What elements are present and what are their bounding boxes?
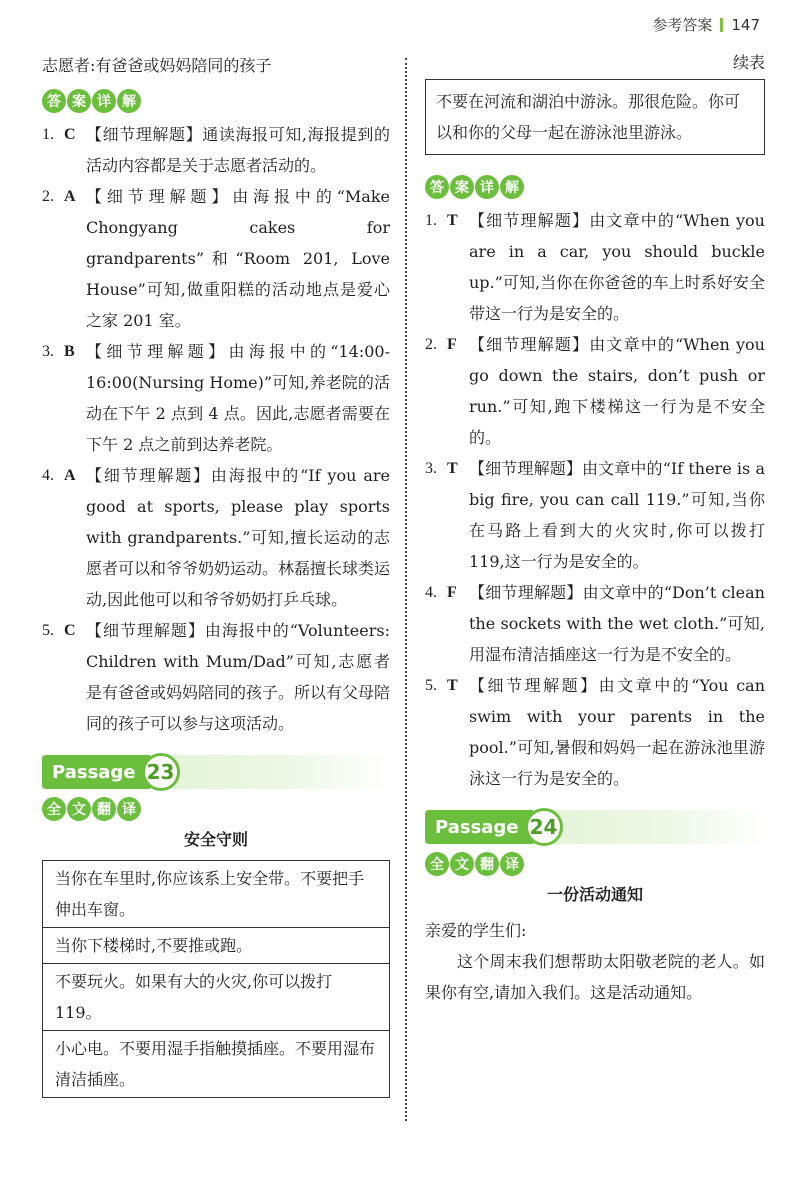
badge-char: 详 — [475, 175, 499, 199]
translation-title: 安全守则 — [183, 830, 248, 849]
rules-row: 当你下楼梯时,不要推或跑。 — [43, 927, 389, 963]
passage-banner — [425, 810, 765, 844]
answer-letter: C — [64, 126, 76, 143]
translation-badge — [425, 852, 765, 876]
badge-char: 译 — [500, 852, 524, 876]
badge-char: 详 — [92, 89, 116, 113]
answer-letter: T — [447, 677, 458, 694]
page-number: 147 — [731, 16, 760, 34]
answer-text: 【细节理解题】由文章中的“You can swim with your parents in the pool.”可知,暑假和妈妈一起在游泳池里游泳这一行为是安全的。 — [469, 676, 765, 788]
translation-badge — [42, 797, 390, 821]
answer-item — [42, 615, 390, 739]
answer-number: 2. — [42, 188, 54, 205]
passage-banner — [42, 755, 390, 789]
answer-text: 【细节理解题】由文章中的“When you go down the stairs, don’t push or run.”可知,跑下楼梯这一行为是不安全的。 — [469, 335, 765, 447]
badge-char: 翻 — [92, 797, 116, 821]
badge-char: 答 — [42, 89, 66, 113]
answer-letter: A — [64, 188, 76, 205]
answer-letter: T — [447, 212, 458, 229]
badge-char: 案 — [67, 89, 91, 113]
greeting: 亲爱的学生们: — [425, 921, 527, 940]
answer-letter: F — [447, 584, 457, 601]
answer-number: 3. — [425, 460, 437, 477]
answer-text: 【细节理解题】由文章中的“If there is a big fire, you can call 119.”可知,当你在马路上看到大的火灾时,你可以拨打 119,这一行为是安全的。 — [469, 459, 765, 571]
answer-item — [425, 577, 765, 670]
rules-row: 不要玩火。如果有大的火灾,你可以拨打 119。 — [43, 963, 389, 1030]
answer-number: 2. — [425, 336, 437, 353]
answer-item — [42, 336, 390, 460]
answer-item — [42, 460, 390, 615]
section-name: 参考答案 — [652, 16, 713, 34]
answer-text: 【细节理解题】由海报中的“14:00-16:00(Nursing Home)”可知,养老院的活动在下午 2 点到 4 点。因此,志愿者需要在下午 2 点之前到达养老院。 — [86, 342, 390, 454]
answer-text: 【细节理解题】由海报中的“If you are good at sports, please play sports with grandparents.”可知,擅长运动的志愿者可以和爷爷奶奶运动。林磊擅长球类运动,因此他可以和爷爷奶奶打乒乓球。 — [86, 466, 391, 609]
intro-line: 志愿者:有爸爸或妈妈陪同的孩子 — [42, 56, 272, 75]
answer-number: 1. — [425, 212, 437, 229]
answer-text: 【细节理解题】由文章中的“When you are in a car, you should buckle up.”可知,当你在你爸爸的车上时系好安全带这一行为是安全的。 — [469, 211, 765, 323]
badge-char: 全 — [425, 852, 449, 876]
answer-badge — [425, 175, 765, 199]
rules-row: 当你在车里时,你应该系上安全带。不要把手伸出车窗。 — [55, 869, 365, 919]
badge-char: 文 — [450, 852, 474, 876]
passage-number: 23 — [142, 753, 180, 791]
badge-char: 案 — [450, 175, 474, 199]
page-header — [652, 14, 760, 35]
right-column — [425, 50, 765, 1008]
rules-table — [42, 860, 390, 1098]
badge-char: 文 — [67, 797, 91, 821]
answer-letter: T — [447, 460, 458, 477]
badge-char: 解 — [117, 89, 141, 113]
passage-label: Passage — [42, 755, 150, 789]
answer-letter: A — [64, 467, 76, 484]
answer-number: 5. — [42, 622, 54, 639]
badge-char: 解 — [500, 175, 524, 199]
answer-text: 【细节理解题】由海报中的“Make Chongyang cakes for grandparents”和“Room 201, Love House”可知,做重阳糕的活动地点是爱心之家 201 室。 — [86, 187, 390, 330]
rules-row: 小心电。不要用湿手指触摸插座。不要用湿布清洁插座。 — [43, 1030, 389, 1097]
column-divider — [405, 58, 407, 1121]
answer-number: 1. — [42, 126, 54, 143]
left-column — [42, 50, 390, 1098]
answer-number: 3. — [42, 343, 54, 360]
answer-letter: F — [447, 336, 457, 353]
notice-body: 这个周末我们想帮助太阳敬老院的老人。如果你有空,请加入我们。这是活动通知。 — [425, 952, 765, 1002]
answer-text: 【细节理解题】由海报中的“Volunteers: Children with Mum/Dad”可知,志愿者是有爸爸或妈妈陪同的孩子。所以有父母陪同的孩子可以参与这项活动。 — [86, 621, 391, 733]
answer-number: 5. — [425, 677, 437, 694]
header-divider — [720, 18, 723, 32]
answer-letter: B — [64, 343, 75, 360]
passage-label: Passage — [425, 810, 533, 844]
passage-number: 24 — [525, 808, 563, 846]
translation-title: 一份活动通知 — [546, 885, 643, 904]
answer-item — [425, 453, 765, 577]
answer-item — [425, 205, 765, 329]
answer-item — [425, 329, 765, 453]
answer-text: 【细节理解题】通读海报可知,海报提到的活动内容都是关于志愿者活动的。 — [86, 125, 390, 175]
answer-text: 【细节理解题】由文章中的“Don’t clean the sockets with the wet cloth.”可知,用湿布清洁插座这一行为是不安全的。 — [469, 583, 765, 664]
answer-letter: C — [64, 622, 76, 639]
continued-label: 续表 — [732, 53, 765, 72]
continued-table: 不要在河流和湖泊中游泳。那很危险。你可以和你的父母一起在游泳池里游泳。 — [425, 79, 765, 155]
answer-badge — [42, 89, 390, 113]
answer-number: 4. — [425, 584, 437, 601]
badge-char: 译 — [117, 797, 141, 821]
badge-char: 翻 — [475, 852, 499, 876]
badge-char: 答 — [425, 175, 449, 199]
answer-item — [42, 181, 390, 336]
answer-number: 4. — [42, 467, 54, 484]
answer-item — [42, 119, 390, 181]
answer-item — [425, 670, 765, 794]
badge-char: 全 — [42, 797, 66, 821]
